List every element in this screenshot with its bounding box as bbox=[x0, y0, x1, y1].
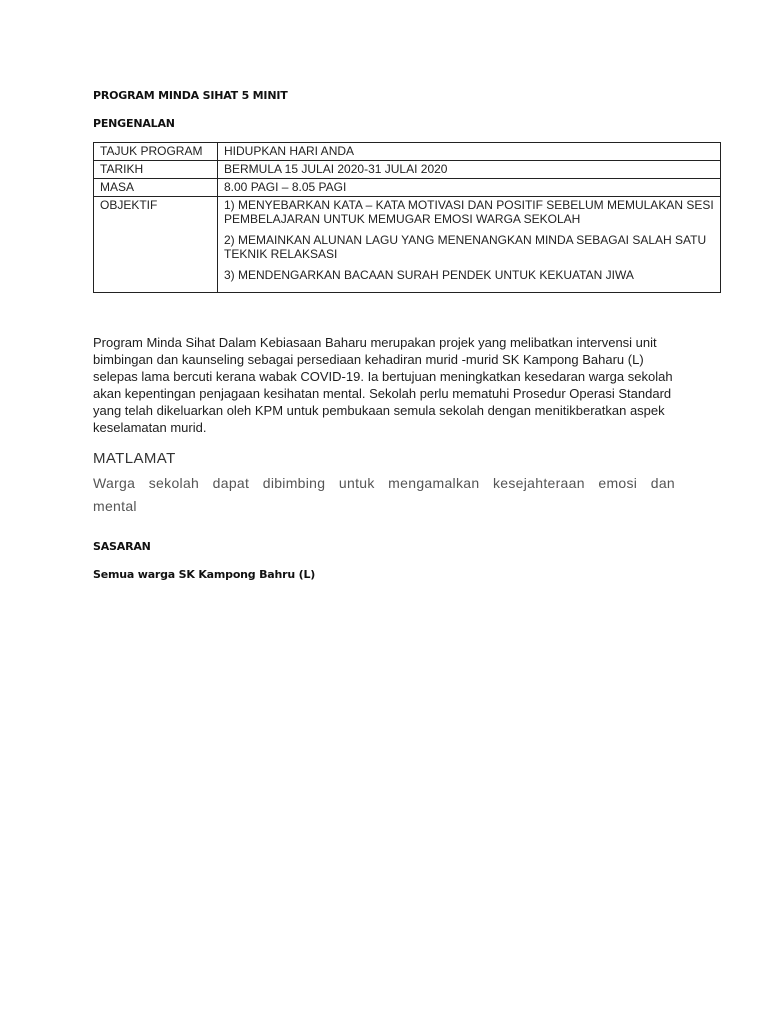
table-cell-label: MASA bbox=[94, 179, 218, 197]
table-cell-value: HIDUPKAN HARI ANDA bbox=[218, 143, 721, 161]
table-cell-value: 8.00 PAGI – 8.05 PAGI bbox=[218, 179, 721, 197]
table-cell-label: TAJUK PROGRAM bbox=[94, 143, 218, 161]
objective-item: 2) MEMAINKAN ALUNAN LAGU YANG MENENANGKAN MINDA SEBAGAI SALAH SATU TEKNIK RELAKSASI bbox=[224, 233, 707, 261]
program-info-table bbox=[93, 142, 721, 293]
table-cell-label: TARIKH bbox=[94, 161, 218, 179]
table-cell-value: BERMULA 15 JULAI 2020-31 JULAI 2020 bbox=[218, 161, 721, 179]
section-heading-target: SASARAN bbox=[93, 540, 151, 553]
table-cell-label: OBJEKTIF bbox=[94, 197, 218, 293]
goal-paragraph: Warga sekolah dapat dibimbing untuk mengamalkan kesejahteraan emosi dan mental bbox=[93, 475, 675, 514]
objective-item: 1) MENYEBARKAN KATA – KATA MOTIVASI DAN POSITIF SEBELUM MEMULAKAN SESI PEMBELAJARAN UNTUK MEMUGAR EMOSI WARGA SEKOLAH bbox=[224, 198, 714, 226]
table-row bbox=[94, 143, 721, 161]
objective-item: 3) MENDENGARKAN BACAAN SURAH PENDEK UNTUK KEKUATAN JIWA bbox=[224, 268, 634, 282]
introduction-paragraph: Program Minda Sihat Dalam Kebiasaan Baharu merupakan projek yang melibatkan intervensi unit bimbingan dan kaunseling sebagai persediaan kehadiran murid -murid SK Kampong Baharu (L) selepas lama bercuti kerana wabak COVID-19. Ia bertujuan meningkatkan kesedaran warga sekolah akan kepentingan penjagaan kesihatan mental. Sekolah perlu mematuhi Prosedur Operasi Standard yang telah dikeluarkan oleh KPM untuk pembukaan semula sekolah dengan menitikberatkan aspek keselamatan murid. bbox=[93, 335, 673, 435]
table-row-objectives bbox=[94, 197, 721, 293]
section-heading-introduction: PENGENALAN bbox=[93, 117, 175, 130]
section-heading-goal: MATLAMAT bbox=[93, 450, 176, 467]
document-title: PROGRAM MINDA SIHAT 5 MINIT bbox=[93, 89, 288, 102]
table-row bbox=[94, 161, 721, 179]
table-row bbox=[94, 179, 721, 197]
objectives-cell bbox=[218, 197, 721, 293]
target-text: Semua warga SK Kampong Bahru (L) bbox=[93, 568, 316, 581]
